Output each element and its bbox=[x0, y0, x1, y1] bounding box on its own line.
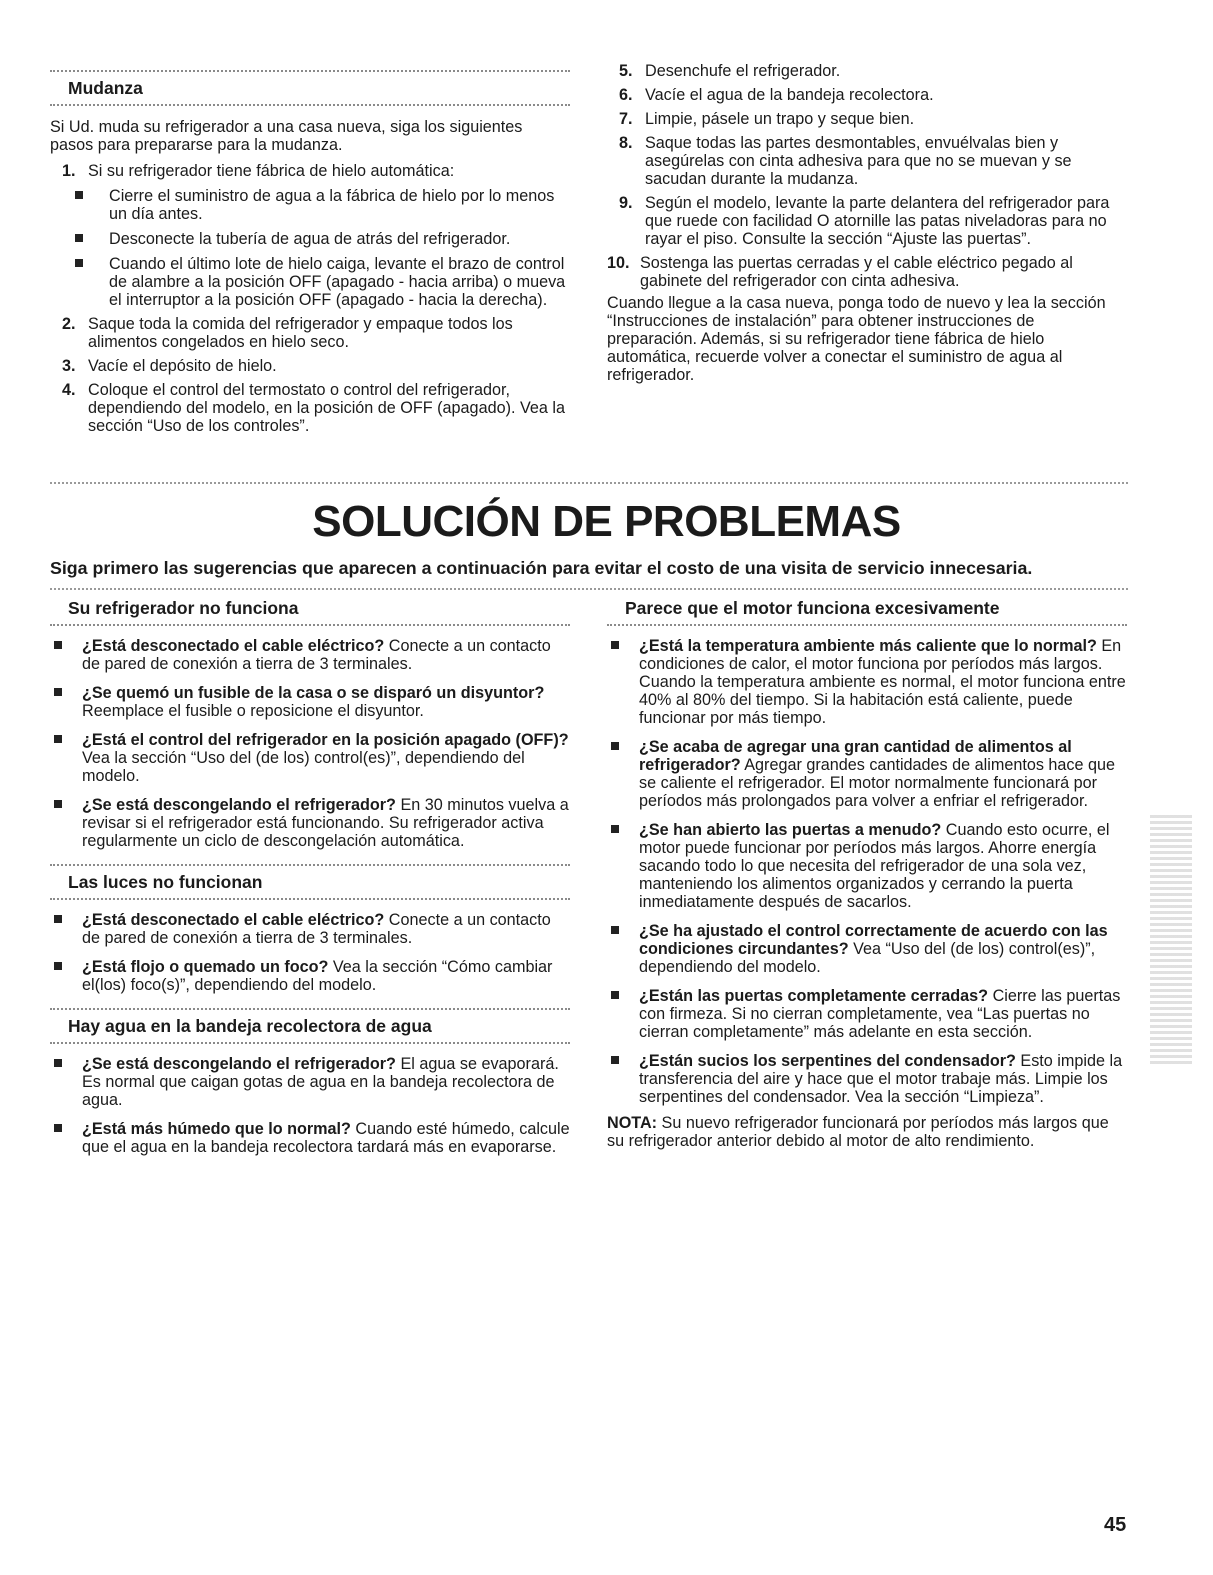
trouble-question: ¿Está desconectado el cable eléctrico? bbox=[82, 911, 385, 929]
bullet-icon bbox=[54, 915, 62, 923]
bullet-icon bbox=[611, 742, 619, 750]
trouble-question: ¿Se acaba de agregar una gran cantidad de alimentos al refrigerador? bbox=[639, 738, 1072, 774]
page-subtitle: Siga primero las sugerencias que aparecen a continuación para evitar el costo de una visita de servicio innecesaria. bbox=[50, 558, 1033, 578]
trouble-answer: Conecte a un contacto de pared de conexión a tierra de 3 terminales. bbox=[82, 911, 551, 947]
trouble-answer: Cuando esté húmedo, calcule que el agua en la bandeja recolectora tardará más en evaporarse. bbox=[82, 1120, 570, 1156]
trouble-question: ¿Se está descongelando el refrigerador? bbox=[82, 1055, 396, 1073]
section-heading-lights: Las luces no funcionan bbox=[50, 864, 570, 900]
bullet-icon bbox=[611, 1056, 619, 1064]
trouble-question: ¿Se está descongelando el refrigerador? bbox=[82, 796, 396, 814]
step-number: 9. bbox=[619, 194, 633, 212]
bullet-icon bbox=[54, 800, 62, 808]
trouble-item bbox=[607, 738, 1127, 810]
section-divider bbox=[50, 588, 1128, 590]
bullet-icon bbox=[611, 825, 619, 833]
step-text: Si su refrigerador tiene fábrica de hielo automática: bbox=[88, 162, 455, 180]
trouble-left-column bbox=[50, 592, 570, 1156]
trouble-right-column bbox=[607, 592, 1127, 1150]
substep-text: Cuando el último lote de hielo caiga, levante el brazo de control de alambre a la posición OFF (apagado - hacia arriba) o mueva el interruptor a la posición OFF (apagado - hacia la derecha). bbox=[109, 255, 566, 309]
bullet-icon bbox=[54, 1124, 62, 1132]
moving-step bbox=[607, 62, 1127, 80]
step-number: 4. bbox=[62, 381, 76, 399]
note-label: NOTA: bbox=[607, 1114, 658, 1132]
bullet-icon bbox=[54, 641, 62, 649]
bullet-icon bbox=[54, 1059, 62, 1067]
page-number: 45 bbox=[1104, 1514, 1127, 1536]
step-text: Limpie, pásele un trapo y seque bien. bbox=[645, 110, 915, 128]
moving-step bbox=[607, 86, 1127, 104]
moving-right-column bbox=[607, 62, 1127, 384]
trouble-question: ¿Se quemó un fusible de la casa o se disparó un disyuntor? bbox=[82, 684, 545, 702]
trouble-item bbox=[50, 684, 570, 720]
bullet-icon bbox=[54, 688, 62, 696]
trouble-question: ¿Están sucios los serpentines del condensador? bbox=[639, 1052, 1016, 1070]
moving-step bbox=[607, 110, 1127, 128]
trouble-question: ¿Está más húmedo que lo normal? bbox=[82, 1120, 351, 1138]
trouble-answer: Reemplace el fusible o reposicione el disyuntor. bbox=[82, 702, 424, 720]
trouble-answer: Vea “Uso del (de los) control(es)”, dependiendo del modelo. bbox=[639, 940, 1096, 976]
section-heading-not-working: Su refrigerador no funciona bbox=[50, 592, 570, 626]
step-number: 6. bbox=[619, 86, 633, 104]
trouble-answer: Cierre las puertas con firmeza. Si no cierran completamente, vea “Las puertas no cierran completamente” más adelante en esta sección. bbox=[639, 987, 1121, 1041]
bullet-icon bbox=[54, 962, 62, 970]
bullet-icon bbox=[54, 735, 62, 743]
step-text: Vacíe el depósito de hielo. bbox=[88, 357, 277, 375]
bullet-icon bbox=[75, 191, 83, 199]
trouble-question: ¿Está desconectado el cable eléctrico? bbox=[82, 637, 385, 655]
section-heading-water: Hay agua en la bandeja recolectora de agua bbox=[50, 1008, 570, 1044]
step-text: Según el modelo, levante la parte delantera del refrigerador para que ruede con facilidad O atornille las patas niveladoras para no rayar el piso. Consulte la sección “Ajuste las puertas”. bbox=[645, 194, 1110, 248]
trouble-answer: En condiciones de calor, el motor funciona por períodos más largos. Cuando la temperatura ambiente es normal, el motor funciona entre 40% al 80% del tiempo. Si la habitación está caliente, puede funcionar por más tiempo. bbox=[639, 637, 1126, 727]
step-number: 1. bbox=[62, 162, 76, 180]
trouble-item bbox=[50, 796, 570, 850]
step-number: 5. bbox=[619, 62, 633, 80]
step-text: Saque toda la comida del refrigerador y empaque todos los alimentos congelados en hielo seco. bbox=[88, 315, 513, 351]
moving-intro: Si Ud. muda su refrigerador a una casa nueva, siga los siguientes pasos para prepararse para la mudanza. bbox=[50, 118, 523, 154]
trouble-answer: Esto impide la transferencia del aire y hace que el motor trabaje más. Limpie los serpentines del condensador. Vea la sección “Limpieza”. bbox=[639, 1052, 1123, 1106]
trouble-question: ¿Está la temperatura ambiente más caliente que lo normal? bbox=[639, 637, 1097, 655]
step-number: 7. bbox=[619, 110, 633, 128]
step-number: 3. bbox=[62, 357, 76, 375]
trouble-item bbox=[607, 1052, 1127, 1106]
trouble-item bbox=[607, 637, 1127, 727]
trouble-item bbox=[607, 987, 1127, 1041]
substep-text: Cierre el suministro de agua a la fábrica de hielo por lo menos un día antes. bbox=[109, 187, 555, 223]
substep-text: Desconecte la tubería de agua de atrás del refrigerador. bbox=[109, 230, 511, 248]
trouble-answer: Vea la sección “Cómo cambiar el(los) foco(s)”, dependiendo del modelo. bbox=[82, 958, 553, 994]
trouble-answer: Agregar grandes cantidades de alimentos hace que se caliente el refrigerador. El motor normalmente funcionará por períodos más prolongados para volver a enfriar el refrigerador. bbox=[639, 756, 1116, 810]
moving-left-column bbox=[50, 70, 570, 435]
step-text: Coloque el control del termostato o control del refrigerador, dependiendo del modelo, en la posición de OFF (apagado). Vea la sección “Uso de los controles”. bbox=[88, 381, 565, 435]
trouble-answer: Vea la sección “Uso del (de los) control(es)”, dependiendo del modelo. bbox=[82, 749, 525, 785]
section-divider bbox=[50, 482, 1128, 484]
trouble-answer: El agua se evaporará. Es normal que caigan gotas de agua en la bandeja recolectora de agua. bbox=[82, 1055, 559, 1109]
step-number: 2. bbox=[62, 315, 76, 333]
step-text: Vacíe el agua de la bandeja recolectora. bbox=[645, 86, 934, 104]
trouble-question: ¿Se ha ajustado el control correctamente de acuerdo con las condiciones circundantes? bbox=[639, 922, 1108, 958]
bullet-icon bbox=[75, 259, 83, 267]
moving-substep bbox=[50, 187, 570, 223]
bullet-icon bbox=[611, 991, 619, 999]
step-number: 10. bbox=[607, 254, 630, 272]
step-text: Desenchufe el refrigerador. bbox=[645, 62, 841, 80]
step-text: Saque todas las partes desmontables, envuélvalas bien y asegúrelas con cinta adhesiva para que no se muevan y se sacudan durante la mudanza. bbox=[645, 134, 1072, 188]
moving-closing: Cuando llegue a la casa nueva, ponga todo de nuevo y lea la sección “Instrucciones de instalación” para obtener instrucciones de preparación. Además, si su refrigerador tiene fábrica de hielo automática, recuerde volver a conectar el suministro de agua al refrigerador. bbox=[607, 294, 1106, 384]
note-text: Su nuevo refrigerador funcionará por períodos más largos que su refrigerador anterior debido al motor de alto rendimiento. bbox=[607, 1114, 1109, 1150]
trouble-item bbox=[50, 1055, 570, 1109]
trouble-question: ¿Está el control del refrigerador en la posición apagado (OFF)? bbox=[82, 731, 569, 749]
moving-heading: Mudanza bbox=[50, 70, 570, 106]
moving-step bbox=[50, 357, 570, 375]
section-heading-motor: Parece que el motor funciona excesivamente bbox=[607, 592, 1127, 626]
trouble-item bbox=[50, 1120, 570, 1156]
moving-step bbox=[607, 134, 1127, 188]
step-number: 8. bbox=[619, 134, 633, 152]
moving-step bbox=[607, 254, 1127, 290]
side-tab-watermark bbox=[1150, 815, 1192, 1065]
moving-substep bbox=[50, 230, 570, 248]
trouble-item bbox=[50, 731, 570, 785]
trouble-question: ¿Está flojo o quemado un foco? bbox=[82, 958, 329, 976]
trouble-item bbox=[50, 911, 570, 947]
moving-step bbox=[50, 315, 570, 351]
trouble-item bbox=[50, 958, 570, 994]
moving-step bbox=[607, 194, 1127, 248]
page-title: SOLUCIÓN DE PROBLEMAS bbox=[312, 497, 901, 546]
trouble-item bbox=[607, 821, 1127, 911]
bullet-icon bbox=[611, 641, 619, 649]
bullet-icon bbox=[611, 926, 619, 934]
trouble-answer: Conecte a un contacto de pared de conexión a tierra de 3 terminales. bbox=[82, 637, 551, 673]
trouble-question: ¿Están las puertas completamente cerradas? bbox=[639, 987, 989, 1005]
trouble-answer: Cuando esto ocurre, el motor puede funcionar por períodos más largos. Ahorre energía sacando todo lo que necesita del refrigerador de una sola vez, manteniendo los alimentos organizados y cerrando la puerta inmediatamente después de sacarlos. bbox=[639, 821, 1110, 911]
step-text: Sostenga las puertas cerradas y el cable eléctrico pegado al gabinete del refrigerador con cinta adhesiva. bbox=[640, 254, 1073, 290]
trouble-question: ¿Se han abierto las puertas a menudo? bbox=[639, 821, 942, 839]
moving-substep bbox=[50, 255, 570, 309]
trouble-answer: En 30 minutos vuelva a revisar si el refrigerador está funcionando. Su refrigerador activa regularmente un ciclo de descongelación automática. bbox=[82, 796, 569, 850]
moving-step bbox=[50, 162, 570, 180]
note bbox=[607, 1114, 1127, 1150]
trouble-item bbox=[607, 922, 1127, 976]
trouble-item bbox=[50, 637, 570, 673]
moving-step bbox=[50, 381, 570, 435]
bullet-icon bbox=[75, 234, 83, 242]
